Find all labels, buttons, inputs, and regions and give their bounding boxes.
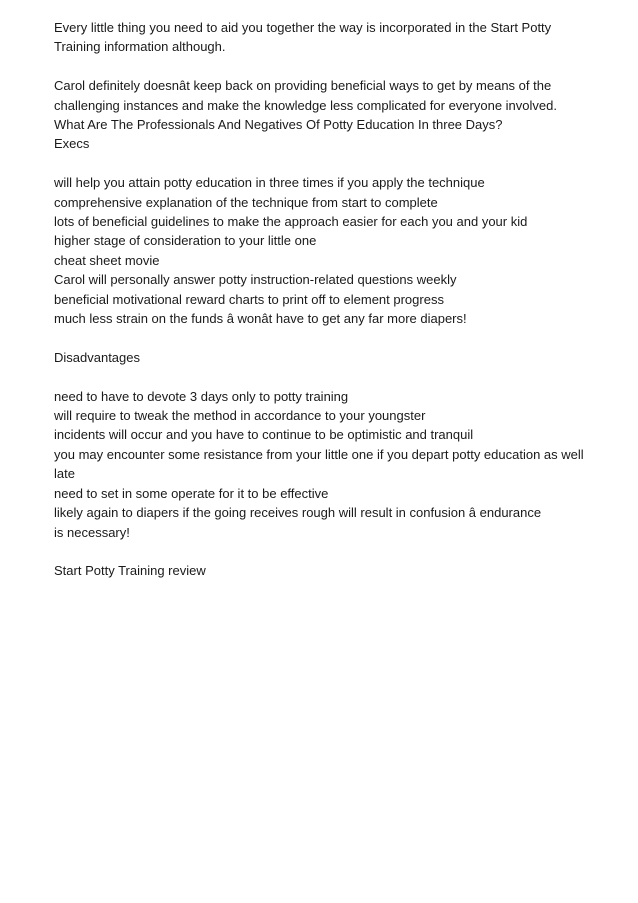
pros-list-item: beneficial motivational reward charts to print off to element progress (54, 291, 444, 307)
execs-label: Execs (54, 136, 90, 152)
spacer (54, 328, 594, 347)
pros-cons-heading: What Are The Professionals And Negatives Of Potty Education In three Days? (54, 117, 503, 133)
cons-list-item: you may encounter some resistance from your little one if you depart potty education as well late (54, 446, 584, 482)
intro-text: Every little thing you need to aid you together the way is incorporated in the Start Potty Training information although. (54, 20, 552, 55)
pros-list-item: higher stage of consideration to your little one (54, 233, 317, 249)
cons-list (54, 387, 594, 542)
pros-list-item: lots of beneficial guidelines to make the approach easier for each you and your kid (54, 214, 528, 230)
intro-paragraph (54, 18, 594, 57)
carol-paragraph (54, 76, 594, 154)
spacer (54, 542, 594, 561)
pros-list (54, 173, 594, 328)
cons-list-item: need to set in some operate for it to be effective (54, 485, 329, 501)
spacer (54, 367, 594, 386)
cons-list-item: incidents will occur and you have to continue to be optimistic and tranquil (54, 427, 474, 443)
disadvantages-heading (54, 348, 594, 367)
cons-list-item: likely again to diapers if the going receives rough will result in confusion â endurance is necessary! (54, 505, 542, 540)
pros-list-item: comprehensive explanation of the technique from start to complete (54, 194, 438, 210)
pros-list-item: Carol will personally answer potty instruction-related questions weekly (54, 272, 457, 288)
document-page (54, 18, 594, 581)
pros-list-item: cheat sheet movie (54, 252, 160, 268)
review-link[interactable]: Start Potty Training review (54, 563, 206, 579)
pros-list-item: much less strain on the funds â wonât have to get any far more diapers! (54, 311, 467, 327)
spacer (54, 57, 594, 76)
footer-paragraph (54, 561, 594, 580)
disadvantages-label: Disadvantages (54, 349, 140, 365)
pros-list-item: will help you attain potty education in three times if you apply the technique (54, 175, 485, 191)
spacer (54, 154, 594, 173)
cons-list-item: will require to tweak the method in accordance to your youngster (54, 408, 426, 424)
cons-list-item: need to have to devote 3 days only to potty training (54, 388, 349, 404)
carol-line-1: Carol definitely doesnât keep back on providing beneficial ways to get by means of the (54, 78, 552, 94)
carol-line-2: challenging instances and make the knowledge less complicated for everyone involved. (54, 97, 557, 113)
